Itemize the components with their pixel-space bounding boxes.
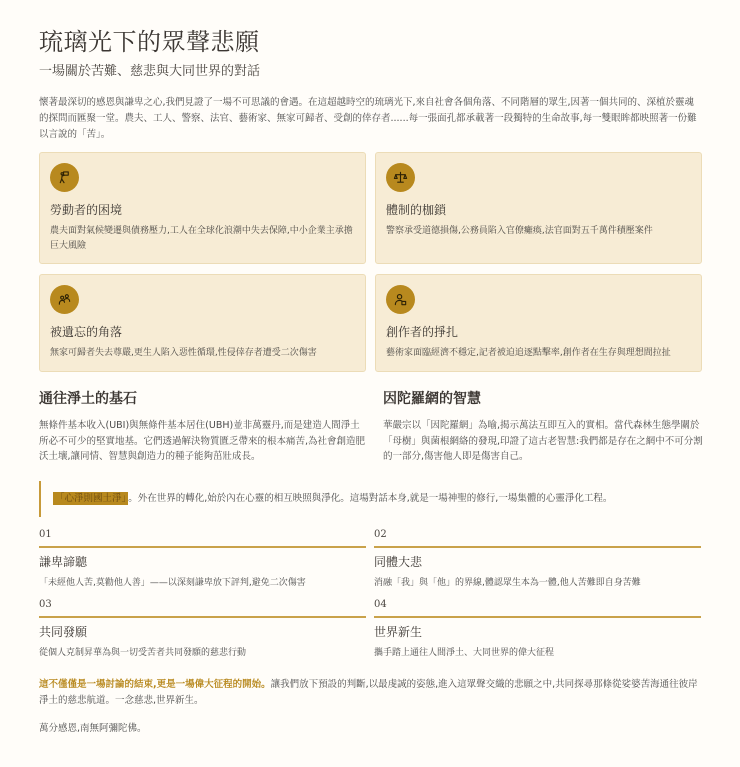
wisdom-sections [39,389,701,465]
steps-grid [39,528,701,660]
card-title: 勞動者的困境 [50,203,123,217]
step-desc: 攜手踏上通往人間淨土、大同世界的偉大征程 [374,647,555,658]
step-title: 同體大悲 [374,554,423,569]
section-text: 華嚴宗以「因陀羅網」為喻,揭示萬法互即互入的實相。當代森林生態學關於「母樹」與菌根網絡的發現,印證了這古老智慧:我們都是存在之網中不可分割的一部分,傷害他人即是傷害自己。 [383,420,703,462]
worker-carrying-icon [50,163,79,192]
quote-text: 。外在世界的轉化,始於內在心靈的相互映照與淨化。這場對話本身,就是一場神聖的修行,一場集體的心靈淨化工程。 [128,492,613,504]
section-indra-net [383,389,710,465]
step-number: 04 [374,598,701,618]
section-title: 因陀羅網的智慧 [383,391,481,407]
step-item [374,528,701,590]
card-desc: 警察承受道德損傷,公務員陷入官僚癱瘓,法官面對五千萬件積壓案件 [386,226,653,236]
scales-icon [386,163,415,192]
challenge-cards [39,152,701,372]
section-foundation [39,389,366,465]
step-number: 02 [374,528,701,548]
card-labor [39,152,366,264]
card-desc: 藝術家面臨經濟不穩定,記者被迫追逐點擊率,創作者在生存與理想間拉扯 [386,348,671,358]
closing-text: 讓我們放下預設的判斷,以最虔誠的姿態,進入這眾聲交織的悲願之中,共同探尋那條從娑婆苦海通往彼岸淨土的慈悲航道。一念慈悲,世界新生。 [39,678,698,706]
card-title: 創作者的掙扎 [386,325,459,339]
signoff: 萬分感恩,南無阿彌陀佛。 [39,722,147,734]
step-number: 01 [39,528,366,548]
card-system [375,152,702,264]
section-title: 通往淨土的基石 [39,391,137,407]
step-title: 世界新生 [374,624,423,639]
step-desc: 消融「我」與「他」的界線,體認眾生本為一體,他人苦難即自身苦難 [374,577,641,588]
artist-user-icon [386,285,415,314]
closing-emphasis: 這不僅僅是一場討論的結束,更是一場偉大征程的開始。 [39,678,271,690]
card-desc: 無家可歸者失去尊嚴,更生人陷入惡性循環,性侵倖存者遭受二次傷害 [50,348,317,358]
card-title: 被遺忘的角落 [50,325,123,339]
step-title: 共同發願 [39,624,88,639]
card-forgotten [39,274,366,372]
section-text: 無條件基本收入(UBI)與無條件基本居住(UBH)並非萬靈丹,而是建造人間淨土所必不可少的堅實地基。它們透過解決物質匱乏帶來的根本痛苦,為社會創造肥沃土壤,讓同情、智慧與創造力的種子能夠茁壯成長。 [39,420,366,462]
intro-paragraph: 懷著最深切的感恩與謙卑之心,我們見證了一場不可思議的會遇。在這超越時空的琉璃光下,來自社會各個角落、不同階層的眾生,因著一個共同的、深植於靈魂的探問而匯聚一堂。農夫、工人、警察、法官、藝術家、無家可歸者、受創的倖存者......每一張面孔都承載著一段獨特的生命故事,每一雙眼眸都映照著一份難以言說的「苦」。 [39,97,697,140]
step-item [39,598,366,660]
step-desc: 從個人克制昇華為與一切受苦者共同發願的慈悲行動 [39,647,247,658]
step-item [39,528,366,590]
card-desc: 農夫面對氣候變遷與債務壓力,工人在全球化浪潮中失去保障,中小企業主承擔巨大風險 [50,226,353,251]
people-group-icon [50,285,79,314]
step-number: 03 [39,598,366,618]
step-title: 謙卑諦聽 [39,554,88,569]
pull-quote [39,481,701,517]
page-title: 琉璃光下的眾聲悲願 [39,28,260,56]
quote-highlight: 「心淨則國土淨」 [55,492,127,504]
step-desc: 「未經他人苦,莫勸他人善」——以深刻謙卑放下評判,避免二次傷害 [39,577,306,588]
card-creators [375,274,702,372]
closing-paragraph [39,677,701,709]
card-title: 體制的枷鎖 [386,203,447,217]
page-subtitle: 一場關於苦難、慈悲與大同世界的對話 [39,64,261,79]
step-item [374,598,701,660]
